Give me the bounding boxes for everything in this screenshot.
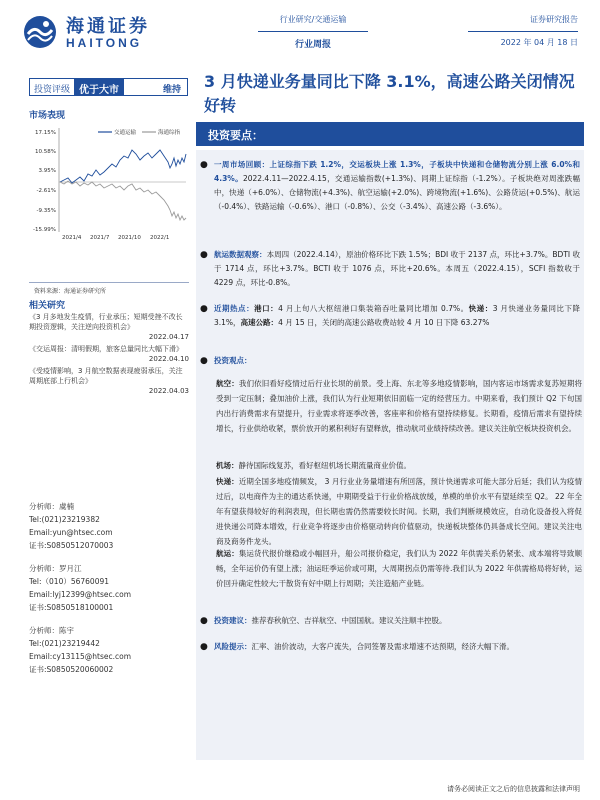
bullet-lead: 航运数据观察： bbox=[214, 250, 267, 259]
bullet-recent-hotspots bbox=[200, 302, 580, 330]
bullet-lead: 投资观点： bbox=[214, 356, 252, 365]
y-tick-label: -2.61% bbox=[36, 188, 56, 194]
analyst-contacts bbox=[29, 500, 189, 686]
analyst-cert: 证书:S0850518100001 bbox=[29, 603, 114, 612]
analyst-tel: Tel:（010）56760091 bbox=[29, 577, 110, 586]
header-meta-block bbox=[468, 14, 578, 48]
chart-source: 资料来源：海通证券研究所 bbox=[34, 288, 107, 295]
related-research-title[interactable]: 《3 月多地发生疫情，行业承压；短期受挫不改长期投资逻辑，关注逆向投资机会》 bbox=[29, 313, 183, 331]
bullet-text bbox=[200, 640, 580, 654]
analyst-email[interactable]: Email:cy13115@htsec.com bbox=[29, 652, 131, 661]
bullet-text bbox=[200, 614, 580, 628]
view-airports bbox=[216, 458, 582, 473]
express-text: 3 月快递业务量同比下降 3.1%， bbox=[214, 304, 581, 327]
related-research-date: 2022.04.17 bbox=[148, 333, 189, 341]
sub-text: 集运货代报价继稳或小幅回升，船公司报价稳定，我们认为 2022 年供需关系仍紧张、成本端将导致顺畅，全年运价仍有望上涨；油运旺季运价或可期，大周期拐点仍需等待.我们认为 2022 年供需格局将好转，运价回升确定性较大;干散货有好中期上行周期；关注造船产业链。 bbox=[216, 549, 583, 588]
source-divider bbox=[29, 282, 189, 283]
related-research-item[interactable] bbox=[29, 366, 189, 396]
bullet-lead: 风险提示： bbox=[214, 642, 252, 651]
view-aviation bbox=[216, 376, 582, 436]
header-category-block bbox=[258, 14, 368, 50]
analyst-tel: Tel:(021)23219382 bbox=[29, 515, 100, 524]
sub-text: 近期全国多地疫情频发， 3 月行业业务量增速有所回落，预计快递需求可能大部分后延；我们认为疫情过后，以电商件为主的通达系快递，中期期受益于行业价格战放缓，单模的单价水平有望延续至 Q2。 22 年全年有望获得较好的利润表现，但长期也需仍然需要较长时间。长期，我们判断规模效应，自动化设备投入将促进快递公司降本增效，行业竞争将逐步由价格驱动转向价值驱动，快递板块整体仍具备成长空间。建议关注电商及商务件龙头。 bbox=[216, 477, 582, 546]
rating-status: 维持 bbox=[162, 85, 181, 95]
related-research-date: 2022.04.03 bbox=[148, 387, 189, 395]
bullet-weekly-review bbox=[200, 158, 580, 214]
bullet-body: 本周四（2022.4.14），原油价格环比下跌 1.5%；BDI 收于 2137 点，环比+3.7%。BDTI 收于 1714 点，环比+3.7%。BCTI 收于 1076 点，环比+20.6%。本周五（2022.4.15），SCFI 指数收于 4229 点，环比-0.8%。 bbox=[214, 250, 581, 287]
bullet-suggestion bbox=[200, 614, 580, 628]
series-line-transport bbox=[60, 150, 186, 183]
highway-label: 高速公路： bbox=[240, 318, 279, 327]
analyst-card bbox=[29, 562, 189, 614]
header-report-label: 证券研究报告 bbox=[530, 15, 578, 24]
market-heading: 市场表现 bbox=[29, 111, 66, 121]
analyst-cert: 证书:S0850520060002 bbox=[29, 665, 114, 674]
y-tick-label: -15.99% bbox=[33, 227, 56, 233]
analyst-cert: 证书:S0850512070003 bbox=[29, 541, 114, 550]
logo-english-name: HAITONG bbox=[66, 36, 143, 50]
series-line-haitong bbox=[60, 181, 186, 220]
analyst-email[interactable]: Email:yun@htsec.com bbox=[29, 528, 113, 537]
header-date: 2022 年 04 月 18 日 bbox=[500, 38, 578, 47]
key-points-header: 投资要点： bbox=[196, 122, 584, 146]
bullet-dot-icon: ● bbox=[200, 356, 208, 366]
bullet-body: 汇率、油价波动，大客户流失，合同签署及需求增速不达预期，经济大幅下滑。 bbox=[251, 642, 514, 651]
disclaimer-footer: 请务必阅读正文之后的信息披露和法律声明 bbox=[447, 785, 580, 793]
x-tick-label: 2021/4 bbox=[62, 235, 82, 240]
analyst-card bbox=[29, 624, 189, 676]
analyst-name: 分析师：虞楠 bbox=[29, 502, 74, 511]
x-tick-label: 2021/7 bbox=[90, 235, 110, 240]
highway-text: 4 月 15 日，关闭的高速公路收费站较 4 月 10 日下降 63.27% bbox=[278, 318, 490, 327]
investment-rating bbox=[29, 78, 188, 96]
port-text: 4 月上旬八大枢纽港口集装箱吞吐量同比增加 0.7%。 bbox=[278, 304, 469, 313]
legend-label-transport: 交通运输 bbox=[114, 130, 137, 136]
sub-text: 我们依旧看好疫情过后行业长坝的前景。受上海、东北等多地疫情影响，国内客运市场需求复苏短期将受到一定压制；叠加油价上涨，我们认为行业短期依旧面临一定的经营压力。中期来看，我们预计 Q2 下旬国内出行消费需求有望提升，行业需求将逐季改善，客座率和价格有望持续修复。长期看，疫情后需求有望持续增长，行业供给收紧，票价放开的累积利好有望释放，推动航司业绩持续改善。建议关注航空板块投资机会。 bbox=[216, 379, 583, 433]
related-research-item[interactable] bbox=[29, 344, 189, 364]
y-tick-label: 17.15% bbox=[35, 130, 56, 136]
rating-value: 优于大市 bbox=[74, 79, 124, 95]
logo-chinese-name: 海通证券 bbox=[66, 16, 150, 37]
sub-label: 航空： bbox=[216, 379, 239, 388]
analyst-name: 分析师：陈宇 bbox=[29, 626, 74, 635]
y-tick-label: 10.58% bbox=[35, 149, 56, 155]
bullet-dot-icon: ● bbox=[200, 616, 208, 626]
company-logo bbox=[22, 12, 162, 60]
bullet-text bbox=[200, 354, 580, 368]
bullet-text bbox=[200, 248, 580, 290]
analyst-tel: Tel:(021)23219442 bbox=[29, 639, 100, 648]
rating-label: 投资评级 bbox=[34, 85, 71, 95]
bullet-lead: 近期热点： bbox=[214, 304, 255, 313]
bullet-lead: 一周市场回顾：上证综指下跌 1.2%，交运板块上涨 1.3%，子板块中快递和仓储物流分别上涨 6.0%和 4.3%。 bbox=[214, 160, 580, 183]
header-divider bbox=[258, 31, 368, 32]
report-title: 3 月快递业务量同比下降 3.1%，高速公路关闭情况好转 bbox=[204, 72, 575, 115]
bullet-risk bbox=[200, 640, 580, 654]
bullet-investment-view bbox=[200, 354, 580, 368]
bullet-shipping-data bbox=[200, 248, 580, 290]
y-tick-label: 3.95% bbox=[38, 168, 56, 174]
related-research-title[interactable]: 《交运周报：清明假期，旅客总量同比大幅下滑》 bbox=[29, 345, 183, 353]
bullet-text bbox=[200, 302, 580, 330]
sub-label: 航运： bbox=[216, 549, 239, 558]
sub-text: 静待国际线复苏，看好枢纽机场长期流量商业价值。 bbox=[238, 461, 411, 470]
bullet-lead: 投资建议： bbox=[214, 616, 252, 625]
x-tick-label: 2022/1 bbox=[150, 235, 170, 240]
market-chart bbox=[28, 120, 190, 240]
bullet-body: 推荐春秋航空、吉祥航空、中国国航。建议关注顺丰控股。 bbox=[251, 616, 447, 625]
bullet-dot-icon: ● bbox=[200, 160, 208, 170]
analyst-name: 分析师：罗月江 bbox=[29, 564, 82, 573]
haitong-logo-icon bbox=[22, 14, 58, 50]
related-research-list bbox=[29, 312, 189, 398]
related-research-heading: 相关研究 bbox=[29, 301, 66, 311]
market-chart-svg bbox=[28, 120, 190, 240]
view-shipping bbox=[216, 546, 582, 591]
analyst-card bbox=[29, 500, 189, 552]
analyst-email[interactable]: Email:lyj12399@htsec.com bbox=[29, 590, 132, 599]
bullet-body: 2022.4.11—2022.4.15，交通运输指数(+1.3%)、同期上证综指（-1.2%）。子板块绝对周涨跌幅中，快递（+6.0%）、仓储物流(+4.3%)、航空运输(+2.0%)、跨境物流(+1.6%)、公路货运(+0.5%)、航运（-0.4%）、铁路运输（-0.6%）、港口（-0.8%）、公交（-3.4%）、高速公路（-3.6%）。 bbox=[214, 174, 580, 211]
header-divider bbox=[468, 31, 578, 32]
port-label: 港口： bbox=[254, 304, 279, 313]
bullet-text bbox=[200, 158, 580, 214]
sub-label: 快递： bbox=[216, 477, 239, 486]
sub-label: 机场： bbox=[216, 461, 239, 470]
key-points-panel bbox=[196, 150, 584, 760]
bullet-dot-icon: ● bbox=[200, 304, 208, 314]
view-express bbox=[216, 474, 582, 549]
express-label: 快递： bbox=[468, 304, 493, 313]
related-research-date: 2022.04.10 bbox=[148, 355, 189, 363]
legend-label-haitong: 海通综指 bbox=[158, 130, 181, 136]
header-report-type: 行业周报 bbox=[294, 40, 331, 50]
bullet-dot-icon: ● bbox=[200, 642, 208, 652]
bullet-dot-icon: ● bbox=[200, 250, 208, 260]
related-research-title[interactable]: 《受疫情影响，3 月航空数据表现疲弱承压，关注周期底部上行机会》 bbox=[29, 367, 183, 385]
x-tick-label: 2021/10 bbox=[118, 235, 141, 240]
y-tick-label: -9.35% bbox=[36, 208, 56, 214]
related-research-item[interactable] bbox=[29, 312, 189, 342]
header-category: 行业研究/交通运输 bbox=[279, 15, 347, 24]
